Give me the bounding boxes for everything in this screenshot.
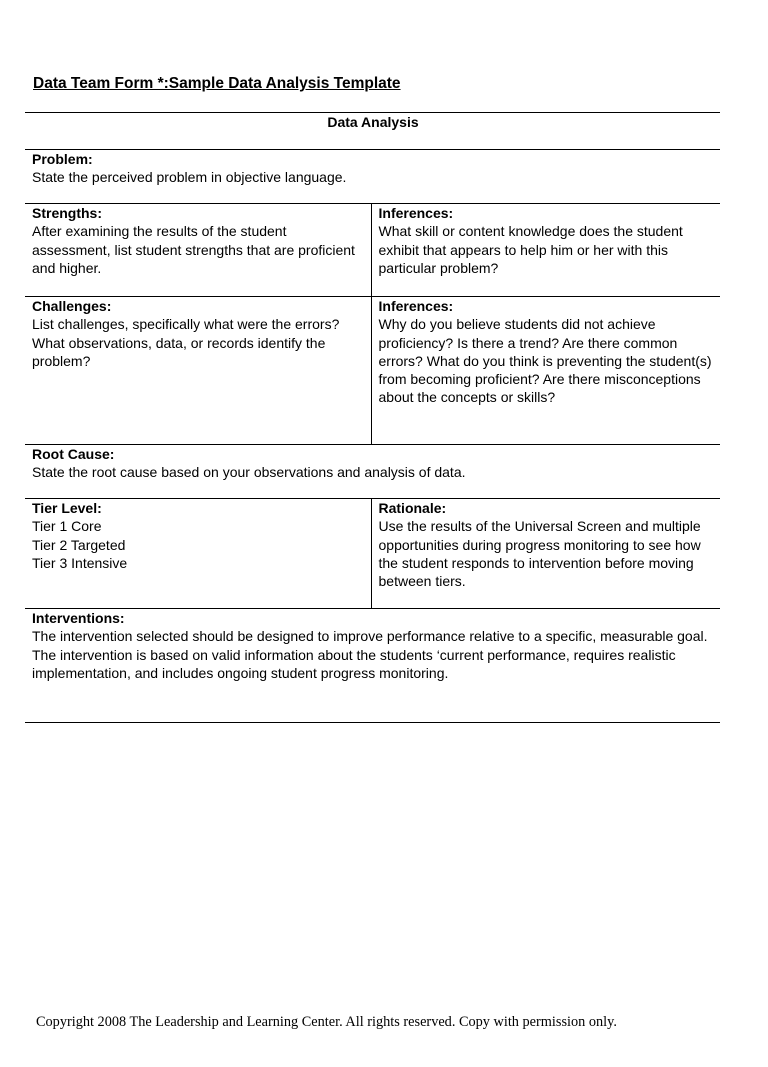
challenges-inferences-heading: Inferences: xyxy=(378,298,454,314)
strengths-heading: Strengths: xyxy=(32,205,102,221)
root-cause-heading: Root Cause: xyxy=(32,446,115,462)
strengths-inferences-heading: Inferences: xyxy=(378,205,454,221)
interventions-section xyxy=(25,609,720,723)
tier-level-section xyxy=(25,499,371,609)
problem-section xyxy=(25,150,720,204)
strengths-section xyxy=(25,204,371,297)
table-heading: Data Analysis xyxy=(25,113,720,150)
root-cause-section xyxy=(25,445,720,499)
strengths-inferences-section xyxy=(371,204,720,297)
challenges-inferences-text: Why do you believe students did not achieve proficiency? Is there a trend? Are there common errors? What do you think is preventing the student(s) from becoming proficient? Are there misconceptions about the concepts or skills? xyxy=(378,316,712,406)
challenges-section xyxy=(25,297,371,445)
challenges-heading: Challenges: xyxy=(32,298,112,314)
tier-level-heading: Tier Level: xyxy=(32,500,102,516)
strengths-text: After examining the results of the student assessment, list student strengths that are proficient and higher. xyxy=(32,223,355,276)
interventions-text: The intervention selected should be designed to improve performance relative to a specific, measurable goal. The intervention is based on valid information about the students ‘current performance, requires realistic implementation, and includes ongoing student progress monitoring. xyxy=(32,628,708,681)
page-title: Data Team Form *:Sample Data Analysis Template xyxy=(33,75,401,92)
rationale-heading: Rationale: xyxy=(378,500,447,516)
rationale-text: Use the results of the Universal Screen and multiple opportunities during progress monitoring to see how the student responds to intervention before moving between tiers. xyxy=(378,518,701,590)
strengths-inferences-text: What skill or content knowledge does the student exhibit that appears to help him or her with this particular problem? xyxy=(378,223,683,276)
challenges-inferences-section xyxy=(371,297,720,445)
challenges-text: List challenges, specifically what were the errors? What observations, data, or records identify the problem? xyxy=(32,316,340,369)
interventions-heading: Interventions: xyxy=(32,610,125,626)
tier-level-item: Tier 3 Intensive xyxy=(32,554,128,571)
tier-level-item: Tier 1 Core xyxy=(32,518,102,535)
root-cause-text: State the root cause based on your observations and analysis of data. xyxy=(32,464,466,481)
rationale-section xyxy=(371,499,720,609)
problem-heading: Problem: xyxy=(32,151,93,167)
data-analysis-table xyxy=(25,112,720,723)
tier-level-item: Tier 2 Targeted xyxy=(32,536,126,553)
problem-text: State the perceived problem in objective language. xyxy=(32,169,347,186)
copyright-notice: Copyright 2008 The Leadership and Learning Center. All rights reserved. Copy with permission only. xyxy=(36,1014,617,1030)
